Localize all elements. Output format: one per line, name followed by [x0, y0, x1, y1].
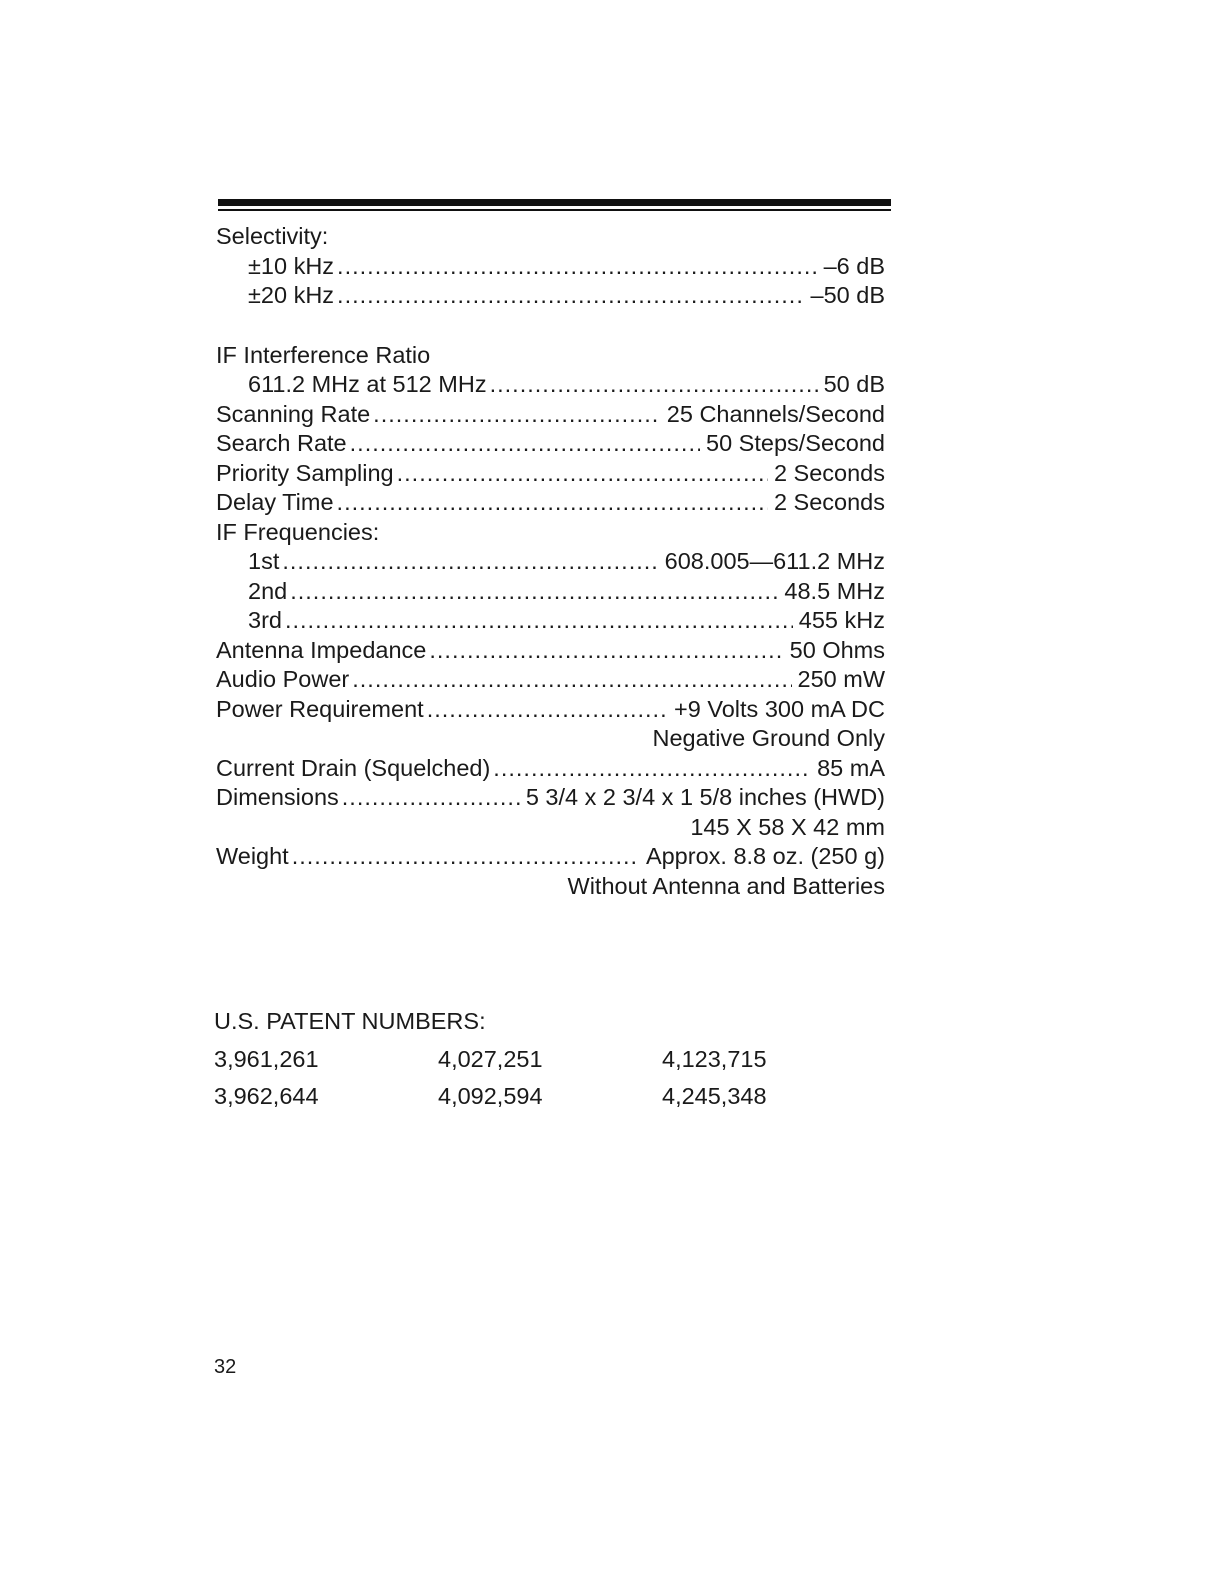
selectivity-10khz-row — [216, 252, 885, 282]
dot-leader — [490, 370, 818, 400]
dot-leader — [493, 754, 811, 784]
spec-value: 608.005—611.2 MHz — [664, 548, 885, 574]
specifications-list — [216, 222, 885, 901]
delay-time-row — [216, 488, 885, 518]
current-drain-row — [216, 754, 885, 784]
spec-label: Priority Sampling — [216, 459, 394, 486]
spec-label: Weight — [216, 843, 289, 869]
selectivity-20khz-row — [216, 281, 885, 311]
spec-value: 2 Seconds — [773, 489, 885, 515]
patent-number: 3,962,644 — [214, 1083, 319, 1109]
dot-leader — [342, 783, 520, 813]
spec-value: 48.5 MHz — [784, 577, 885, 604]
spec-label: 2nd — [248, 577, 288, 604]
dot-leader — [290, 577, 778, 607]
dot-leader — [282, 547, 658, 577]
antenna-impedance-row — [216, 636, 885, 666]
section-gap — [216, 311, 885, 341]
spec-value: 250 mW — [797, 666, 885, 692]
spec-label: ±10 kHz — [248, 252, 335, 279]
scanning-rate-row — [216, 400, 885, 430]
dimensions-row — [216, 783, 885, 813]
patent-number: 4,123,715 — [662, 1046, 767, 1072]
spec-value: 455 kHz — [798, 607, 885, 633]
patent-number: 4,027,251 — [438, 1046, 543, 1072]
patent-numbers — [214, 1041, 862, 1115]
spec-value: –50 dB — [810, 282, 885, 308]
spec-label: Power Requirement — [216, 695, 424, 722]
spec-label: Scanning Rate — [216, 400, 371, 427]
if-interference-heading: IF Interference Ratio — [216, 341, 431, 368]
dimensions-note: 145 X 58 X 42 mm — [690, 813, 885, 840]
dot-leader — [285, 606, 793, 636]
dot-leader — [373, 400, 661, 430]
spec-value: 50 Ohms — [789, 636, 885, 663]
spec-label: 3rd — [248, 607, 282, 633]
spec-value: 2 Seconds — [773, 459, 885, 486]
patent-number: 4,092,594 — [438, 1083, 543, 1109]
spec-value: +9 Volts 300 mA DC — [674, 695, 885, 722]
selectivity-heading: Selectivity: — [216, 223, 329, 249]
spec-label: ±20 kHz — [248, 282, 335, 308]
search-rate-row — [216, 429, 885, 459]
dot-leader — [337, 488, 768, 518]
spec-label: Dimensions — [216, 784, 339, 810]
spec-label: Delay Time — [216, 489, 334, 515]
patent-section — [214, 1005, 862, 1115]
patent-number: 3,961,261 — [214, 1046, 319, 1072]
spec-label: 611.2 MHz at 512 MHz — [248, 371, 487, 397]
spec-label: Search Rate — [216, 430, 347, 456]
patent-number: 4,245,348 — [662, 1083, 767, 1109]
spec-value: 25 Channels/Second — [666, 400, 885, 427]
weight-row — [216, 842, 885, 872]
dot-leader — [352, 665, 791, 695]
audio-power-row — [216, 665, 885, 695]
dot-leader — [397, 459, 768, 489]
if-interference-row — [216, 370, 885, 400]
power-requirement-note: Negative Ground Only — [652, 725, 885, 751]
header-rule-thin — [218, 209, 891, 211]
patent-heading: U.S. PATENT NUMBERS: — [214, 1008, 486, 1034]
spec-label: Antenna Impedance — [216, 636, 427, 663]
spec-value: 50 Steps/Second — [706, 430, 885, 456]
if-frequency-2nd-row — [216, 577, 885, 607]
if-frequency-1st-row — [216, 547, 885, 577]
dot-leader — [427, 695, 668, 725]
spec-value: Approx. 8.8 oz. (250 g) — [645, 843, 885, 869]
dot-leader — [429, 636, 783, 666]
spec-value: 5 3/4 x 2 3/4 x 1 5/8 inches (HWD) — [525, 784, 885, 810]
spec-label: Audio Power — [216, 666, 350, 692]
page-number: 32 — [214, 1356, 237, 1378]
dot-leader — [337, 252, 818, 282]
spec-value: –6 dB — [823, 252, 885, 279]
priority-sampling-row — [216, 459, 885, 489]
spec-value: 85 mA — [817, 754, 885, 781]
spec-label: Current Drain (Squelched) — [216, 754, 491, 781]
weight-note: Without Antenna and Batteries — [567, 872, 885, 899]
power-requirement-row — [216, 695, 885, 725]
if-frequencies-heading: IF Frequencies: — [216, 518, 380, 545]
spec-label: 1st — [248, 548, 280, 574]
dot-leader — [292, 842, 640, 872]
header-rule-thick — [218, 199, 891, 206]
dot-leader — [337, 281, 804, 311]
if-frequency-3rd-row — [216, 606, 885, 636]
spec-value: 50 dB — [823, 371, 885, 397]
dot-leader — [350, 429, 700, 459]
